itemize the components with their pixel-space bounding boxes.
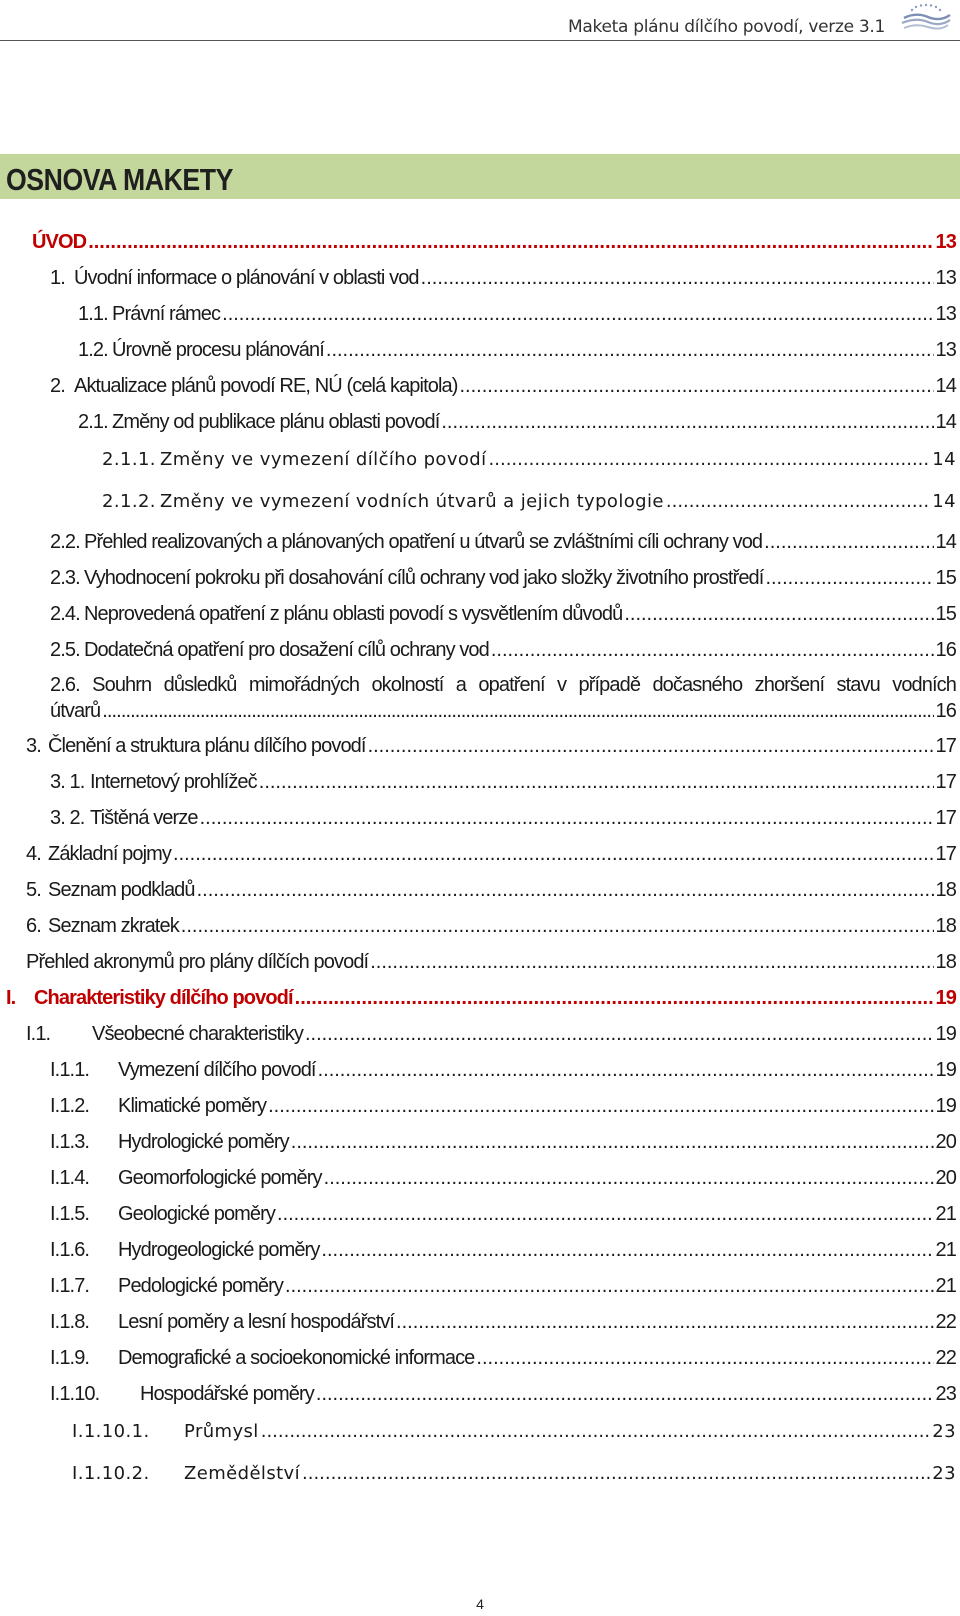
toc-entry-page: 14: [932, 449, 956, 470]
toc-entry-text: Lesní poměry a lesní hospodářství: [118, 1311, 395, 1333]
toc-entry-number: 4.: [26, 843, 41, 865]
toc-entry-line-1: [50, 672, 956, 698]
toc-leader: [764, 530, 933, 554]
toc-entry-page: 14: [932, 491, 956, 512]
toc-entry[interactable]: [50, 770, 956, 794]
toc-entry-wrapped[interactable]: [50, 672, 956, 724]
toc-entry[interactable]: [72, 1420, 956, 1444]
toc-leader: [321, 1238, 933, 1262]
toc-entry-text-continued: útvarů: [50, 700, 101, 722]
toc-leader: [200, 806, 934, 830]
toc-entry[interactable]: [26, 1022, 956, 1046]
toc-entry-number: 2.2.: [50, 531, 80, 553]
toc-entry-number: 2.1.1.: [102, 449, 156, 470]
toc-entry-number: I.1.1.: [50, 1059, 90, 1081]
toc-leader: [489, 448, 931, 472]
toc-entry-page: 18: [935, 879, 956, 901]
toc-leader: [491, 638, 934, 662]
toc-leader: [765, 566, 933, 590]
toc-entry[interactable]: [26, 842, 956, 866]
toc-entry-text: Internetový prohlížeč: [90, 771, 257, 793]
toc-leader: [102, 698, 933, 724]
toc-entry-page: 17: [935, 843, 956, 865]
toc-entry-text: Aktualizace plánů povodí RE, NÚ (celá kapitola): [74, 375, 458, 397]
toc-entry-text: Zemědělství: [184, 1463, 301, 1484]
toc-entry-number: 1.2.: [78, 339, 108, 361]
toc-entry[interactable]: [102, 490, 956, 514]
toc-entry-text: Základní pojmy: [48, 843, 172, 865]
toc-entry-number: 1.: [50, 267, 65, 289]
toc-leader: [316, 1382, 934, 1406]
toc-entry[interactable]: [50, 1274, 956, 1298]
toc-entry-number: 2.1.2.: [102, 491, 156, 512]
toc-entry-page: 19: [935, 1095, 956, 1117]
toc-leader: [88, 230, 933, 254]
toc-entry[interactable]: [78, 302, 956, 326]
toc-entry[interactable]: [50, 1346, 956, 1370]
toc-entry-page: 23: [932, 1421, 956, 1442]
toc-entry-number: I.1.5.: [50, 1203, 90, 1225]
toc-leader: [285, 1274, 934, 1298]
toc-entry-text: Hospodářské poměry: [140, 1383, 314, 1405]
toc-entry-page: 15: [935, 603, 956, 625]
toc-entry[interactable]: [50, 602, 956, 626]
toc-entry[interactable]: [50, 1202, 956, 1226]
toc-entry-page: 20: [935, 1167, 956, 1189]
toc-leader: [476, 1346, 933, 1370]
toc-entry-number: 1.1.: [78, 303, 108, 325]
eu-flag-waves-logo-icon: [898, 2, 952, 38]
toc-entry-page: 14: [935, 531, 956, 553]
toc-entry[interactable]: [102, 448, 956, 472]
toc-entry-text: Tištěná verze: [90, 807, 198, 829]
toc-leader: [197, 878, 934, 902]
toc-entry-number: I.1.7.: [50, 1275, 90, 1297]
toc-entry-text: Klimatické poměry: [118, 1095, 267, 1117]
toc-entry-page: 14: [935, 411, 956, 433]
toc-entry-page: 23: [932, 1463, 956, 1484]
toc-entry-page: 17: [935, 771, 956, 793]
toc-entry-number: 2.5.: [50, 639, 80, 661]
toc-entry-text: Změny ve vymezení vodních útvarů a jejich typologie: [160, 491, 664, 512]
toc-entry-number: I.1.4.: [50, 1167, 90, 1189]
toc-entry-text: Geomorfologické poměry: [118, 1167, 322, 1189]
toc-entry-number: 5.: [26, 879, 41, 901]
toc-entry[interactable]: [26, 914, 956, 938]
toc-entry-text: Vymezení dílčího povodí: [118, 1059, 316, 1081]
toc-entry-text: Změny od publikace plánu oblasti povodí: [112, 411, 440, 433]
toc-entry-text: Přehled realizovaných a plánovaných opatření u útvarů se zvláštními cíli ochrany vod: [84, 531, 763, 553]
toc-entry-text: Seznam zkratek: [48, 915, 179, 937]
toc-entry-number: I.1.6.: [50, 1239, 90, 1261]
toc-leader: [396, 1310, 934, 1334]
toc-entry-page: 20: [935, 1131, 956, 1153]
toc-entry[interactable]: [50, 1166, 956, 1190]
toc-entry[interactable]: [26, 734, 956, 758]
toc-entry-number: I.1.10.2.: [72, 1463, 150, 1484]
toc-entry-number: I.1.10.1.: [72, 1421, 150, 1442]
header-rule: [0, 40, 960, 41]
toc-entry-page: 18: [935, 915, 956, 937]
toc-entry-number: I.1.9.: [50, 1347, 90, 1369]
toc-entry[interactable]: [50, 1130, 956, 1154]
toc-entry-page: 14: [935, 375, 956, 397]
toc-entry-page: 16: [935, 639, 956, 661]
toc-leader: [222, 302, 933, 326]
toc-leader: [259, 770, 934, 794]
toc-leader: [370, 950, 933, 974]
toc-entry-number: 6.: [26, 915, 41, 937]
toc-entry-text: Geologické poměry: [118, 1203, 276, 1225]
toc-entry-page: 19: [935, 1023, 956, 1045]
toc-entry-number: 2.3.: [50, 567, 80, 589]
toc-entry-number: 2.4.: [50, 603, 80, 625]
toc-entry-text: Přehled akronymů pro plány dílčích povodí: [26, 951, 369, 973]
toc-entry-number: I.1.: [26, 1023, 51, 1045]
toc-entry-number: 3.: [26, 735, 41, 757]
toc-entry[interactable]: [6, 986, 956, 1010]
toc-entry-number: 2.6.: [50, 674, 80, 696]
toc-entry-page: 22: [935, 1347, 956, 1369]
toc-entry-page: 19: [935, 987, 956, 1009]
toc-entry-number: I.1.3.: [50, 1131, 90, 1153]
section-title: OSNOVA MAKETY: [6, 162, 233, 197]
toc-leader: [326, 338, 934, 362]
toc-entry-number: I.: [6, 987, 16, 1009]
toc-entry-text: Členění a struktura plánu dílčího povodí: [48, 735, 366, 757]
toc-entry-page: 16: [935, 700, 956, 722]
page-header: [0, 0, 960, 42]
toc-leader: [441, 410, 933, 434]
toc-entry-text: Souhrn důsledků mimořádných okolností a opatření v případě dočasného zhoršení stavu vodních: [92, 674, 956, 696]
toc-entry[interactable]: [50, 1094, 956, 1118]
toc-entry[interactable]: [50, 566, 956, 590]
toc-entry[interactable]: [78, 410, 956, 434]
toc-entry-page: 22: [935, 1311, 956, 1333]
toc-leader: [368, 734, 934, 758]
toc-leader: [302, 1462, 930, 1486]
toc-leader: [295, 986, 934, 1010]
toc-entry[interactable]: [78, 338, 956, 362]
toc-entry-page: 21: [935, 1239, 956, 1261]
toc-entry[interactable]: [50, 266, 956, 290]
toc-entry-number: I.1.8.: [50, 1311, 90, 1333]
toc-entry[interactable]: [26, 878, 956, 902]
toc-entry-page: 15: [935, 567, 956, 589]
toc-leader: [268, 1094, 933, 1118]
toc-entry-text: Vyhodnocení pokroku při dosahování cílů ochrany vod jako složky životního prostředí: [84, 567, 764, 589]
toc-entry-text: Všeobecné charakteristiky: [92, 1023, 303, 1045]
toc-entry-page: 21: [935, 1275, 956, 1297]
toc-entry-text: Neprovedená opatření z plánu oblasti povodí s vysvětlením důvodů: [84, 603, 623, 625]
toc-entry[interactable]: [50, 530, 956, 554]
toc-leader: [421, 266, 934, 290]
toc-leader: [305, 1022, 934, 1046]
toc-entry-number: 2.: [50, 375, 65, 397]
toc-leader: [291, 1130, 934, 1154]
toc-entry-page: 19: [935, 1059, 956, 1081]
toc-entry[interactable]: [32, 230, 956, 254]
toc-entry-number: 3. 2.: [50, 807, 85, 829]
toc-entry[interactable]: [50, 1382, 956, 1406]
toc-entry[interactable]: [50, 638, 956, 662]
header-title: Maketa plánu dílčího povodí, verze 3.1: [568, 17, 885, 37]
toc-entry-text: Právní rámec: [112, 303, 221, 325]
toc-entry[interactable]: [50, 374, 956, 398]
toc-entry-number: 2.1.: [78, 411, 108, 433]
toc-entry-text: Úvodní informace o plánování v oblasti vod: [74, 267, 419, 289]
toc-entry-text: Hydrogeologické poměry: [118, 1239, 320, 1261]
toc-entry-text: Hydrologické poměry: [118, 1131, 289, 1153]
toc-entry-page: 13: [935, 231, 956, 253]
toc-entry-number: I.1.2.: [50, 1095, 90, 1117]
toc-entry-text: Změny ve vymezení dílčího povodí: [160, 449, 487, 470]
toc-entry-text: Dodatečná opatření pro dosažení cílů ochrany vod: [84, 639, 489, 661]
toc-entry-text: Úrovně procesu plánování: [112, 339, 324, 361]
toc-entry[interactable]: [50, 1058, 956, 1082]
toc-entry-text: Seznam podkladů: [48, 879, 195, 901]
section-band: [0, 154, 960, 199]
toc-entry-number: 3. 1.: [50, 771, 85, 793]
toc-leader: [624, 602, 933, 626]
toc-entry-text: Demografické a socioekonomické informace: [118, 1347, 475, 1369]
toc-leader: [318, 1058, 934, 1082]
toc-leader: [459, 374, 933, 398]
toc-leader: [181, 914, 934, 938]
toc-entry[interactable]: [50, 1238, 956, 1262]
toc-entry-number: I.1.10.: [50, 1383, 100, 1405]
toc-entry-page: 21: [935, 1203, 956, 1225]
toc-leader: [261, 1420, 931, 1444]
toc-entry[interactable]: [50, 1310, 956, 1334]
toc-entry[interactable]: [26, 950, 956, 974]
toc-entry[interactable]: [50, 806, 956, 830]
toc-entry-page: 13: [935, 267, 956, 289]
toc-entry-text: Charakteristiky dílčího povodí: [34, 987, 293, 1009]
toc-entry-page: 17: [935, 735, 956, 757]
toc-entry-line-2: [50, 698, 956, 724]
page-number: 4: [476, 1596, 484, 1612]
toc-entry-page: 13: [935, 303, 956, 325]
toc-entry-text: Pedologické poměry: [118, 1275, 284, 1297]
toc-entry-page: 18: [935, 951, 956, 973]
toc-entry-page: 13: [935, 339, 956, 361]
toc-entry-text: ÚVOD: [32, 231, 87, 253]
toc-leader: [324, 1166, 934, 1190]
toc-entry-page: 23: [935, 1383, 956, 1405]
toc-entry-text: Průmysl: [184, 1421, 259, 1442]
toc-leader: [173, 842, 934, 866]
toc-entry-page: 17: [935, 807, 956, 829]
toc-leader: [666, 490, 930, 514]
toc-leader: [277, 1202, 934, 1226]
toc-entry[interactable]: [72, 1462, 956, 1486]
